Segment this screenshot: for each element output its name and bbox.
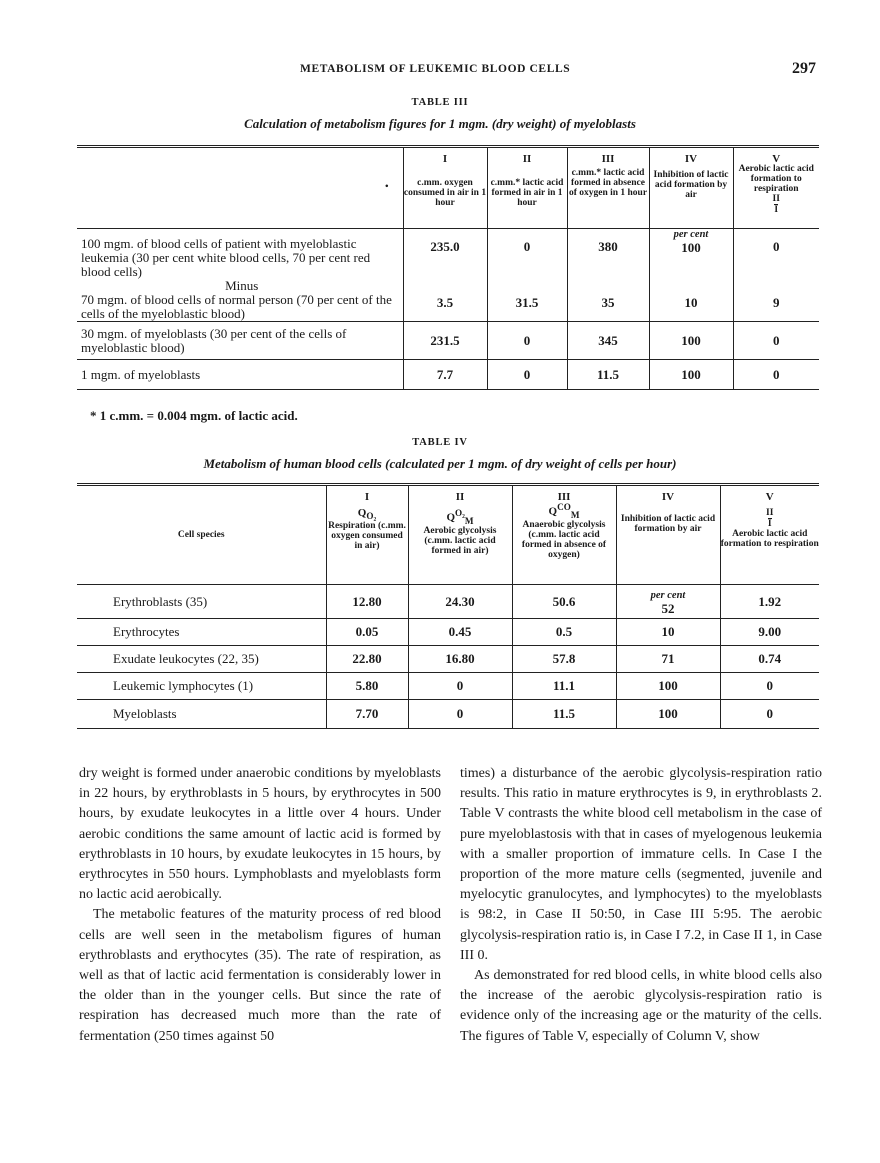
cell: 0.74 bbox=[720, 646, 819, 673]
q-symbol bbox=[327, 508, 408, 521]
cell: 7.7 bbox=[403, 360, 487, 390]
cell: 31.5 bbox=[487, 279, 567, 322]
table-row bbox=[77, 360, 819, 390]
row-label: 70 mgm. of blood cells of normal person (70 per cent of the cells of the myeloblastic blood) bbox=[81, 292, 392, 321]
table4-header-row bbox=[77, 485, 819, 585]
ratio-denominator: I bbox=[774, 205, 779, 215]
page-number: 297 bbox=[792, 60, 816, 77]
table3-col-4-header bbox=[649, 147, 733, 229]
col-roman: III bbox=[601, 153, 615, 165]
q-sub: O₂ bbox=[366, 511, 377, 522]
col-description: Aerobic glycolysis (c.mm. lactic acid formed in air) bbox=[423, 525, 497, 556]
cell: 0 bbox=[733, 322, 819, 360]
cell: 380 bbox=[567, 229, 649, 280]
cell-value: 100 bbox=[681, 240, 701, 255]
cell-value: 52 bbox=[661, 600, 675, 616]
cell: 11.1 bbox=[512, 673, 616, 700]
ratio-numerator: II bbox=[766, 508, 774, 518]
cell bbox=[649, 229, 733, 280]
running-title: METABOLISM OF LEUKEMIC BLOOD CELLS bbox=[300, 63, 571, 75]
table3-col-1-header bbox=[403, 147, 487, 229]
col-description: Aerobic lactic acid formation to respiration bbox=[720, 529, 819, 549]
table-row bbox=[77, 229, 819, 280]
table4 bbox=[77, 483, 819, 729]
table4-col-1-header bbox=[326, 485, 408, 585]
cell: 57.8 bbox=[512, 646, 616, 673]
table-row bbox=[77, 673, 819, 700]
q-sup: O₂ bbox=[455, 508, 465, 518]
table3 bbox=[77, 145, 819, 390]
stub-header: Cell species bbox=[177, 530, 225, 540]
table-row bbox=[77, 279, 819, 322]
cell: 235.0 bbox=[403, 229, 487, 280]
table3-stub-bullet: • bbox=[385, 182, 389, 192]
table3-caption: Calculation of metabolism figures for 1 mgm. (dry weight) of myeloblasts bbox=[244, 116, 636, 131]
col-description: Respiration (c.mm. oxygen consumed in air) bbox=[328, 521, 406, 552]
row-label: Erythrocytes bbox=[77, 619, 326, 646]
cell: 0 bbox=[408, 700, 512, 729]
q-sub: M bbox=[464, 515, 474, 526]
cell: 0 bbox=[408, 673, 512, 700]
row-label-cell bbox=[77, 279, 403, 322]
q-symbol bbox=[409, 508, 512, 526]
cell: 71 bbox=[616, 646, 720, 673]
q-sub: M bbox=[570, 509, 580, 520]
cell: 9.00 bbox=[720, 619, 819, 646]
cell: 16.80 bbox=[408, 646, 512, 673]
cell: 5.80 bbox=[326, 673, 408, 700]
table4-col-3-header bbox=[512, 485, 616, 585]
col-roman: II bbox=[522, 153, 532, 165]
cell bbox=[616, 585, 720, 619]
cell: 0 bbox=[487, 360, 567, 390]
body-column-left bbox=[79, 764, 441, 1047]
body-paragraph: dry weight is formed under anaerobic conditions by myeloblasts in 22 hours, by erythroblasts in 5 hours, by erythrocytes in 500 hours, by exudate leukocytes in a little over 4 hours. Under aerobic conditions the same amount of lactic acid is formed by erythroblasts in 10 hours, by exudate leukocytes in 15 hours, by erythrocytes in 550 hours. Lymphoblasts and myeloblasts form no lactic acid aerobically. bbox=[79, 766, 441, 903]
cell: 11.5 bbox=[512, 700, 616, 729]
cell: 7.70 bbox=[326, 700, 408, 729]
body-column-right bbox=[460, 764, 822, 1047]
cell: 0 bbox=[720, 673, 819, 700]
table4-col-2-header bbox=[408, 485, 512, 585]
col-description: Inhibition of lactic acid formation by air bbox=[653, 170, 729, 200]
table4-col-5-header bbox=[720, 485, 819, 585]
col-roman: V bbox=[772, 153, 781, 165]
row-label: 100 mgm. of blood cells of patient with myeloblastic leukemia (30 per cent white blood cells, 70 per cent red blood cells) bbox=[77, 229, 403, 280]
minus-label: Minus bbox=[225, 278, 259, 293]
per-cent-label: per cent bbox=[673, 229, 709, 240]
body-paragraph: The metabolic features of the maturity process of red blood cells are well seen in the metabolism figures of human erythroblasts and erythocytes (35). The rate of respiration, as well as that of lactic acid fermentation is considerably lower in the older than in the younger cells. But since the rate of respiration has decreased much more than the rate of fermentation (250 times against 50 bbox=[79, 907, 441, 1044]
cell: 12.80 bbox=[326, 585, 408, 619]
table4-col-4-header bbox=[616, 485, 720, 585]
cell: 0 bbox=[733, 360, 819, 390]
row-label: Leukemic lymphocytes (1) bbox=[77, 673, 326, 700]
row-label: Erythroblasts (35) bbox=[77, 585, 326, 619]
q-letter: Q bbox=[446, 511, 456, 524]
col-description: c.mm.* lactic acid formed in absence of oxygen in 1 hour bbox=[568, 168, 648, 198]
cell: 24.30 bbox=[408, 585, 512, 619]
cell: 100 bbox=[616, 673, 720, 700]
table-row bbox=[77, 585, 819, 619]
table3-label: TABLE III bbox=[411, 97, 469, 108]
cell: 50.6 bbox=[512, 585, 616, 619]
cell: 0.5 bbox=[512, 619, 616, 646]
cell: 100 bbox=[649, 322, 733, 360]
table3-col-2-header bbox=[487, 147, 567, 229]
col-roman: I bbox=[364, 491, 370, 503]
cell: 0 bbox=[487, 229, 567, 280]
table3-col-5-header bbox=[733, 147, 819, 229]
table-row bbox=[77, 646, 819, 673]
col-roman: III bbox=[557, 491, 571, 503]
col-description: Aerobic lactic acid formation to respiration bbox=[738, 164, 814, 194]
q-symbol bbox=[513, 502, 616, 520]
col-roman: V bbox=[765, 491, 774, 503]
cell: 9 bbox=[733, 279, 819, 322]
table-row bbox=[77, 619, 819, 646]
cell: 10 bbox=[649, 279, 733, 322]
cell: 100 bbox=[649, 360, 733, 390]
body-paragraph: times) a disturbance of the aerobic glycolysis-respiration ratio results. This ratio in mature erythrocytes is 9, in erythroblasts 2. Table V contrasts the white blood cell metabolism in the case of pure myeloblastosis with that in cases of myelogenous leukemia with a smaller proportion of immature cells. In Case I the proportion of the more mature cells (segmented, juvenile and myelocytic granulocytes, and lymphocytes) to the myeloblasts is 98:2, in Case II 50:50, in Case III 5:95. The aerobic glycolysis-respiration ratio is, in Case I 7.2, in Case II 1, in Case III 0. bbox=[460, 766, 822, 963]
col-description: Inhibition of lactic acid formation by air bbox=[620, 514, 716, 534]
col-roman: II bbox=[455, 491, 465, 503]
cell: 0 bbox=[720, 700, 819, 729]
cell: 0.05 bbox=[326, 619, 408, 646]
table-row bbox=[77, 700, 819, 729]
ratio-denominator: I bbox=[767, 519, 772, 529]
cell: 35 bbox=[567, 279, 649, 322]
col-roman: I bbox=[442, 153, 448, 165]
cell: 22.80 bbox=[326, 646, 408, 673]
running-head bbox=[0, 60, 880, 82]
cell: 0 bbox=[487, 322, 567, 360]
cell: 345 bbox=[567, 322, 649, 360]
table3-col-3-header bbox=[567, 147, 649, 229]
row-label: Myeloblasts bbox=[77, 700, 326, 729]
row-label: 30 mgm. of myeloblasts (30 per cent of the cells of myeloblastic blood) bbox=[77, 322, 403, 360]
q-sup: CO bbox=[557, 502, 571, 512]
ratio-numerator: II bbox=[772, 194, 780, 204]
table-row bbox=[77, 322, 819, 360]
table4-label: TABLE IV bbox=[412, 437, 468, 448]
col-roman: IV bbox=[684, 153, 698, 165]
col-description: c.mm. oxygen consumed in air in 1 hour bbox=[403, 178, 487, 208]
col-description: c.mm.* lactic acid formed in air in 1 hour bbox=[490, 178, 564, 208]
cell: 3.5 bbox=[403, 279, 487, 322]
body-paragraph: As demonstrated for red blood cells, in white blood cells also the increase of the aerobic glycolysis-respiration ratio is evidence only of the increasing age or the maturity of the cells. The figures of Table V, especially of Column V, show bbox=[460, 968, 822, 1044]
col-description: Anaerobic glycolysis (c.mm. lactic acid formed in absence of oxygen) bbox=[521, 519, 607, 560]
col-roman: IV bbox=[661, 491, 675, 503]
q-letter: Q bbox=[357, 507, 367, 519]
row-label: Exudate leukocytes (22, 35) bbox=[77, 646, 326, 673]
cell: 0 bbox=[733, 229, 819, 280]
per-cent-label: per cent bbox=[650, 589, 686, 601]
cell: 1.92 bbox=[720, 585, 819, 619]
row-label: 1 mgm. of myeloblasts bbox=[77, 360, 403, 390]
table3-footnote: * 1 c.mm. = 0.004 mgm. of lactic acid. bbox=[90, 408, 298, 423]
table4-caption: Metabolism of human blood cells (calculated per 1 mgm. of dry weight of cells per hour) bbox=[203, 456, 677, 471]
q-letter: Q bbox=[548, 505, 558, 518]
cell: 11.5 bbox=[567, 360, 649, 390]
cell: 231.5 bbox=[403, 322, 487, 360]
cell: 0.45 bbox=[408, 619, 512, 646]
cell: 100 bbox=[616, 700, 720, 729]
table3-header-row bbox=[77, 147, 819, 229]
cell: 10 bbox=[616, 619, 720, 646]
